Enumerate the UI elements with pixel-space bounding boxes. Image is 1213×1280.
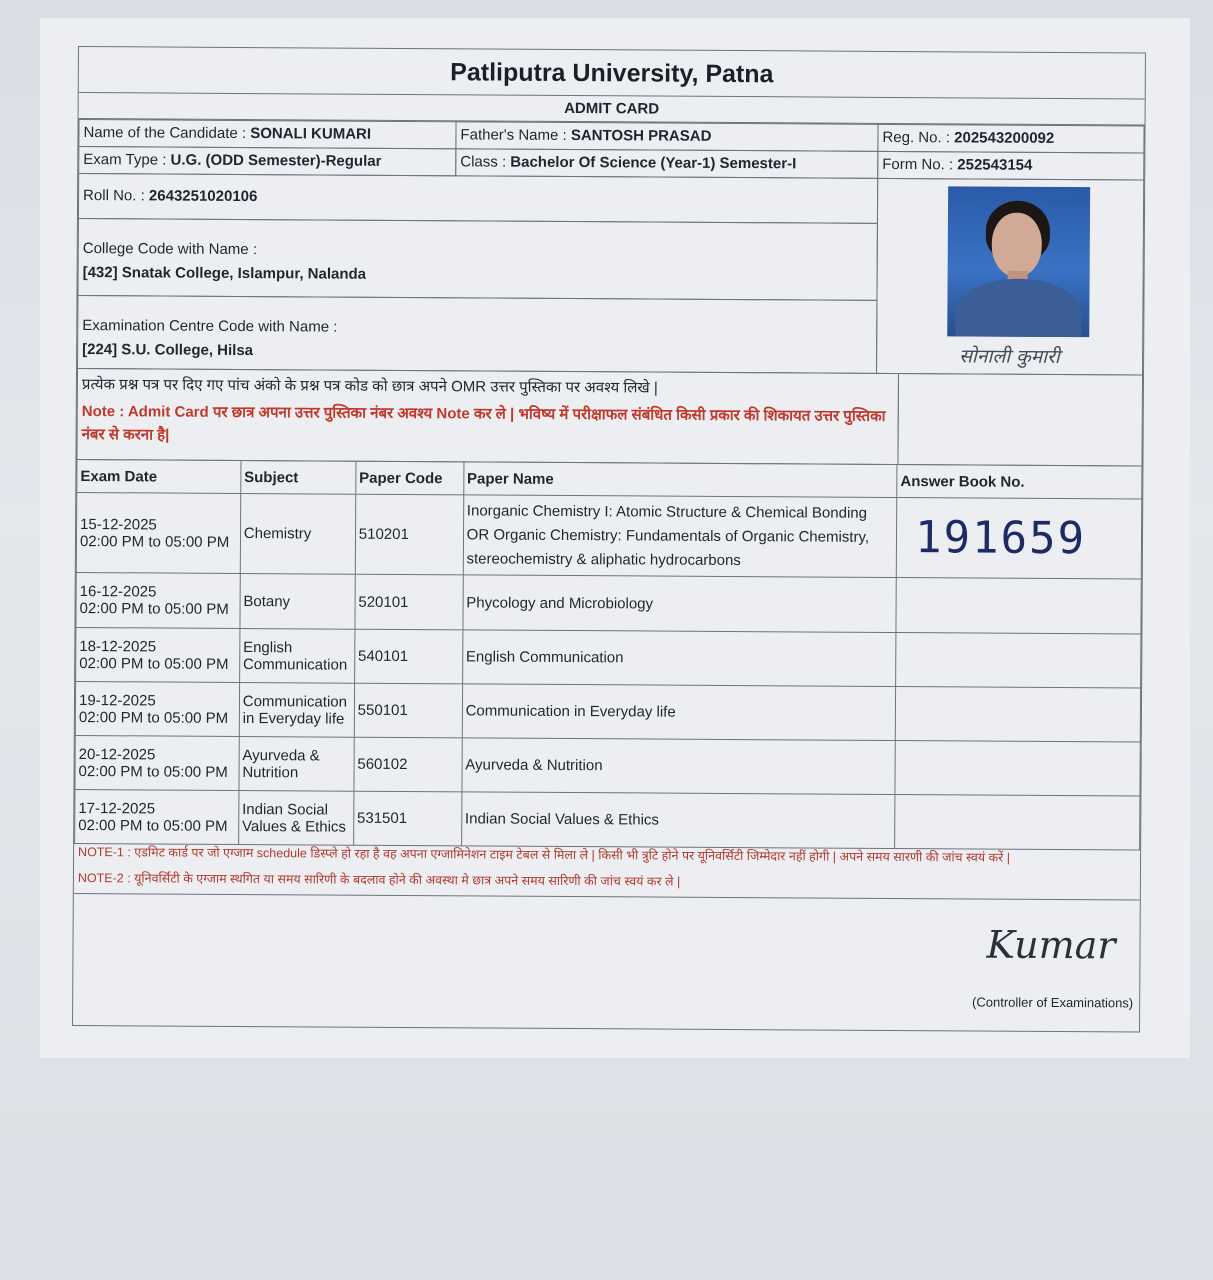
reg-no: 202543200092 bbox=[954, 129, 1055, 147]
roll-no-cell bbox=[78, 173, 878, 224]
header-subject: Subject bbox=[241, 461, 356, 495]
exam-type: U.G. (ODD Semester)-Regular bbox=[170, 151, 382, 170]
roll-label: Roll No. : bbox=[83, 187, 145, 205]
notes-block bbox=[74, 837, 1140, 901]
paper-name-cell: Phycology and Microbiology bbox=[463, 575, 897, 633]
candidate-photo bbox=[947, 186, 1090, 337]
paper-name-cell: Indian Social Values & Ethics bbox=[461, 792, 895, 849]
instruction-note: Note : Admit Card पर छात्र अपना उत्तर पुस्तिका नंबर अवश्य Note कर ले | भविष्य में परीक्षाफल संबंधित किसी प्रकार की शिकायत उत्तर पुस्तिका नंबर से करना है| bbox=[81, 403, 886, 444]
instruction-line: प्रत्येक प्रश्न पत्र पर दिए गए पांच अंको के प्रश्न पत्र कोड को छात्र अपने OMR उत्तर पुस्तिका पर अवश्य लिखे | bbox=[81, 376, 658, 397]
paper-code-cell: 531501 bbox=[353, 791, 461, 846]
name-label: Name of the Candidate : bbox=[83, 124, 247, 143]
header-exam-date: Exam Date bbox=[77, 460, 241, 494]
centre-cell bbox=[77, 295, 877, 374]
college-label: College Code with Name : bbox=[82, 240, 258, 259]
centre-label: Examination Centre Code with Name : bbox=[82, 317, 338, 336]
controller-signature: Kumar bbox=[986, 922, 1116, 968]
answer-book-cell bbox=[895, 687, 1140, 742]
answer-book-cell bbox=[896, 633, 1141, 688]
centre-name: [224] S.U. College, Hilsa bbox=[82, 341, 254, 360]
table-row bbox=[76, 627, 1141, 688]
exam-date: 18-12-2025 bbox=[79, 637, 157, 655]
university-title: Patliputra University, Patna bbox=[79, 47, 1145, 100]
exam-time: 02:00 PM to 05:00 PM bbox=[78, 762, 228, 781]
table-row bbox=[76, 493, 1141, 580]
exam-date-cell bbox=[75, 735, 239, 790]
exam-type-label: Exam Type : bbox=[83, 151, 167, 169]
exam-time: 02:00 PM to 05:00 PM bbox=[79, 600, 229, 618]
subject-cell: English Communication bbox=[239, 628, 354, 683]
college-cell bbox=[77, 218, 877, 301]
candidate-signature: सोनाली कुमारी bbox=[959, 345, 1060, 369]
exam-type-cell bbox=[78, 146, 456, 176]
exam-date: 20-12-2025 bbox=[78, 745, 156, 763]
paper-code-cell: 520101 bbox=[355, 574, 463, 630]
admit-card bbox=[72, 46, 1146, 1033]
header-paper-code: Paper Code bbox=[356, 461, 464, 495]
answer-book-cell bbox=[895, 741, 1140, 796]
exam-date: 15-12-2025 bbox=[80, 515, 157, 533]
form-no-cell bbox=[877, 151, 1144, 181]
class-label: Class : bbox=[460, 153, 507, 171]
answer-book-number: 191659 bbox=[914, 512, 1087, 565]
paper-name-cell: Communication in Everyday life bbox=[462, 684, 896, 741]
exam-date: 17-12-2025 bbox=[78, 799, 156, 817]
subject-cell: Ayurveda & Nutrition bbox=[239, 736, 354, 791]
exam-date-cell bbox=[76, 627, 240, 682]
subject-cell: Botany bbox=[240, 573, 355, 629]
father-name-cell bbox=[455, 121, 878, 152]
exam-date-cell bbox=[76, 493, 240, 574]
college-name: [432] Snatak College, Islampur, Nalanda bbox=[82, 264, 367, 283]
header-paper-name: Paper Name bbox=[463, 462, 897, 498]
subject-cell: Indian Social Values & Ethics bbox=[238, 790, 353, 845]
candidate-name-cell bbox=[78, 119, 456, 149]
candidate-name: SONALI KUMARI bbox=[250, 125, 372, 143]
exam-date-cell bbox=[75, 681, 239, 736]
paper-name-cell: English Communication bbox=[462, 630, 896, 687]
exam-date: 16-12-2025 bbox=[79, 583, 157, 601]
exam-time: 02:00 PM to 05:00 PM bbox=[79, 532, 230, 551]
reg-no-cell bbox=[877, 124, 1144, 154]
paper-name-cell: Ayurveda & Nutrition bbox=[462, 738, 896, 795]
father-label: Father's Name : bbox=[460, 126, 567, 144]
answer-book-cell bbox=[896, 498, 1141, 579]
exam-date: 19-12-2025 bbox=[78, 691, 156, 709]
instructions-block bbox=[76, 368, 899, 465]
class-cell bbox=[455, 148, 878, 179]
class-value: Bachelor Of Science (Year-1) Semester-I bbox=[510, 153, 797, 173]
table-row bbox=[76, 572, 1141, 634]
header-answer-book: Answer Book No. bbox=[897, 465, 1142, 499]
note-1: NOTE-1 : एडमिट कार्ड पर जो एग्जाम schedule डिस्प्ले हो रहा है वह अपना एग्जामिनेशन टाइम टेबल से मिला ले | किसी भी त्रुटि होने पर यूनिवर्सिटी जिम्मेदार नहीं होगी | अपने समय सारणी की जांच स्वयं करें | bbox=[78, 845, 1011, 865]
exam-date-cell bbox=[76, 572, 240, 628]
instructions-side-cell bbox=[897, 373, 1143, 466]
form-no: 252543154 bbox=[957, 156, 1033, 174]
table-row bbox=[75, 735, 1140, 796]
paper-code-cell: 550101 bbox=[354, 683, 462, 738]
subject-cell: Communication in Everyday life bbox=[239, 682, 354, 737]
reg-label: Reg. No. : bbox=[882, 128, 951, 147]
controller-label: (Controller of Examinations) bbox=[972, 994, 1134, 1011]
answer-book-cell bbox=[896, 578, 1141, 634]
paper-code-cell: 540101 bbox=[354, 629, 462, 684]
exam-time: 02:00 PM to 05:00 PM bbox=[78, 708, 229, 727]
father-name: SANTOSH PRASAD bbox=[570, 127, 712, 145]
paper-code-cell: 560102 bbox=[354, 737, 462, 792]
exam-time: 02:00 PM to 05:00 PM bbox=[78, 816, 228, 835]
subject-cell: Chemistry bbox=[240, 494, 355, 575]
table-row bbox=[75, 681, 1140, 742]
roll-no: 2643251020106 bbox=[148, 187, 258, 206]
card-title: ADMIT CARD bbox=[79, 93, 1145, 126]
exam-schedule-table bbox=[74, 459, 1142, 851]
paper-code-cell: 510201 bbox=[355, 494, 463, 575]
form-label: Form No. : bbox=[882, 155, 954, 174]
exam-time: 02:00 PM to 05:00 PM bbox=[79, 654, 229, 673]
note-2: NOTE-2 : यूनिवर्सिटी के एग्जाम स्थगित या समय सारिणी के बदलाव होने की अवस्था मे छात्र अपने समय सारिणी की जांच स्वयं कर ले | bbox=[77, 871, 681, 889]
paper-name-cell: Inorganic Chemistry I: Atomic Structure & Chemical Bonding OR Organic Chemistry: Fundamentals of Organic Chemistry, stereochemistry & aliphatic hydrocarbons bbox=[463, 495, 897, 578]
